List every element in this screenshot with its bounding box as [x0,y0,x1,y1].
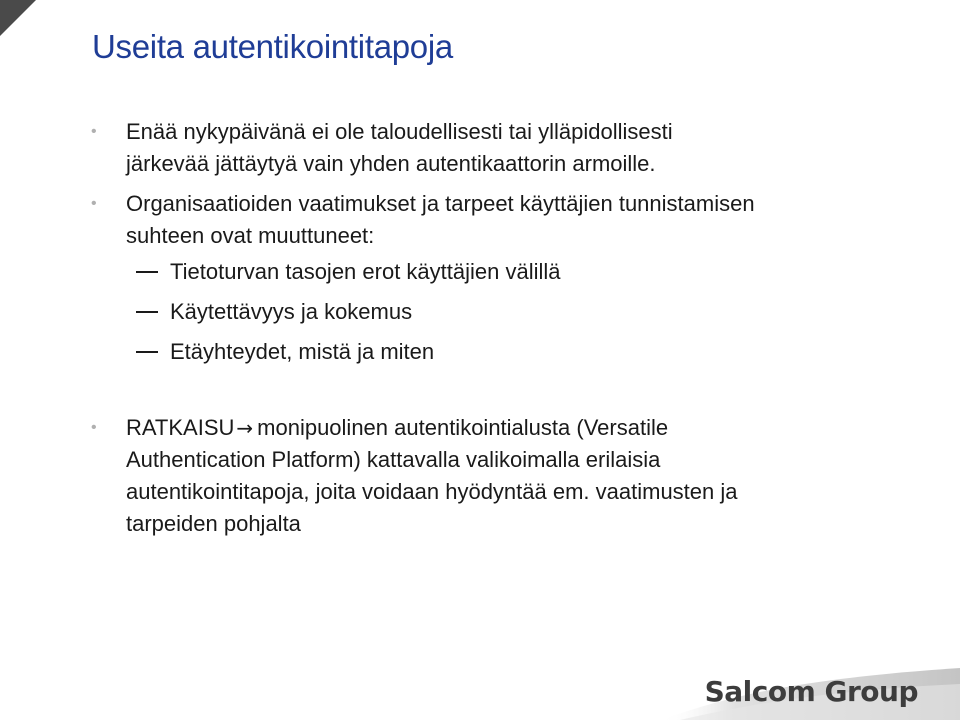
dash-icon [136,311,158,313]
dash-icon [136,271,158,273]
solution-lead: RATKAISU [126,415,235,440]
dash-icon [136,351,158,353]
bullet-item-1 [91,116,886,180]
bullet-line: Enää nykypäivänä ei ole taloudellisesti tai ylläpidollisesti [126,119,673,144]
sub-item-text: Tietoturvan tasojen erot käyttäjien välillä [170,259,561,284]
sub-item-1 [170,256,561,288]
bullet-line: järkevää jättäytyä vain yhden autentikaattorin armoille. [126,151,656,176]
sub-item-text: Etäyhteydet, mistä ja miten [170,339,435,364]
bullet-icon: • [91,419,97,436]
bullet-line: Organisaatioiden vaatimukset ja tarpeet käyttäjien tunnistamisen [126,191,755,216]
bullet-line: Authentication Platform) kattavalla valikoimalla erilaisia [126,447,661,472]
sub-item-2 [170,296,412,328]
arrow-right-icon: → [236,416,254,440]
bullet-item-2 [91,188,886,252]
sub-item-3 [170,336,434,368]
bullet-item-3 [91,412,886,540]
bullet-line: tarpeiden pohjalta [126,511,301,536]
bullet-icon: • [91,123,97,140]
sub-item-text: Käytettävyys ja kokemus [170,299,413,324]
bullet-line: suhteen ovat muuttuneet: [126,223,375,248]
company-logo: Salcom Group [704,675,918,708]
bullet-line: autentikointitapoja, joita voidaan hyödyntää em. vaatimusten ja [126,479,738,504]
bullet-icon: • [91,195,97,212]
bullet-line-with-lead [126,412,886,444]
slide-title: Useita autentikointitapoja [92,28,453,65]
bullet-line: monipuolinen autentikointialusta (Versatile [257,415,669,440]
